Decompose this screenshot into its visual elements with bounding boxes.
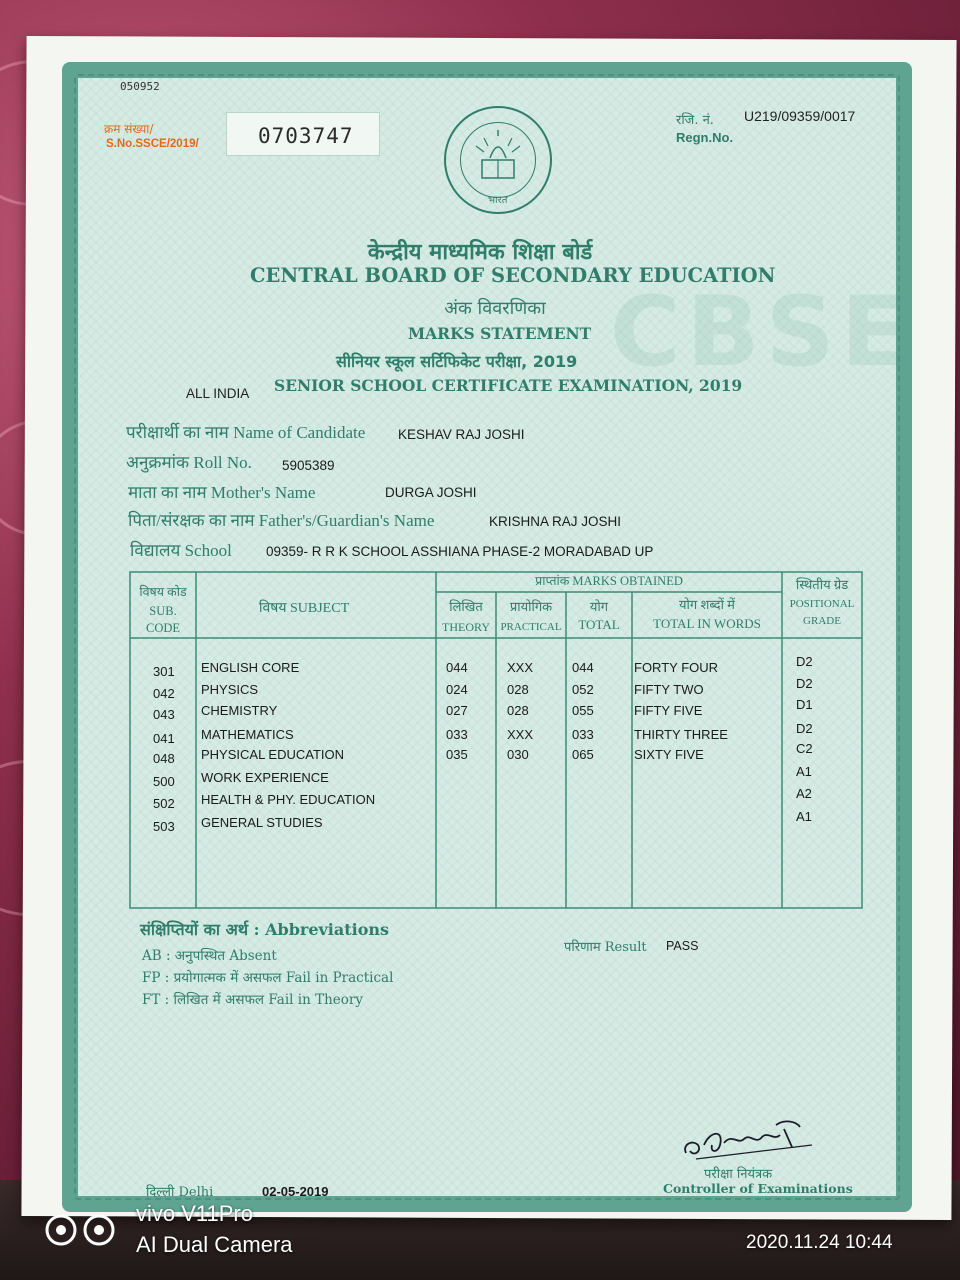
cell-name: WORK EXPERIENCE (201, 770, 329, 785)
sno-value: 0703747 (258, 124, 354, 148)
cell-grade: A2 (796, 786, 812, 801)
father-name-label: पिता/संरक्षक का नाम Father's/Guardian's Name (128, 511, 435, 530)
cell-name: GENERAL STUDIES (201, 815, 323, 830)
cell-name: CHEMISTRY (201, 703, 278, 718)
exam-hi: सीनियर स्कूल सर्टिफिकेट परीक्षा, 2019 (336, 352, 578, 371)
cell-grade: D2 (796, 654, 813, 669)
header-theory-en: THEORY (442, 620, 490, 634)
cell-practical: XXX (507, 727, 534, 742)
sno-label-en: S.No.SSCE/2019/ (106, 138, 199, 150)
cell-theory: 033 (446, 727, 468, 742)
cell-total: 055 (572, 703, 594, 718)
cell-code: 041 (153, 731, 175, 746)
board-title-hi: केन्द्रीय माध्यमिक शिक्षा बोर्ड (367, 240, 593, 265)
abbrev-fail-practical: FP : प्रयोगात्मक में असफल Fail in Practical (142, 970, 394, 986)
abbrev-title: संक्षिप्तियों का अर्थ : Abbreviations (140, 920, 390, 939)
cell-theory: 044 (446, 660, 468, 675)
header-practical-en: PRACTICAL (500, 621, 562, 633)
cell-total: 052 (572, 682, 594, 697)
father-name: KRISHNA RAJ JOSHI (489, 514, 622, 529)
camera-lens-icon (44, 1210, 124, 1250)
header-total-en: TOTAL (578, 617, 620, 632)
cell-grade: D2 (796, 721, 813, 736)
camera-brand: vivo V11Pro (136, 1201, 253, 1226)
header-grade-hi: स्थितीय ग्रेड (795, 577, 849, 592)
cbse-emblem-icon (444, 106, 552, 214)
result-value: PASS (666, 939, 699, 953)
photo-timestamp: 2020.11.24 10:44 (746, 1232, 893, 1253)
header-words-en: TOTAL IN WORDS (653, 616, 761, 631)
cell-grade: D1 (796, 697, 813, 712)
serial-top: 050952 (120, 80, 160, 93)
cell-code: 500 (153, 774, 175, 789)
header-grade-en2: GRADE (803, 615, 841, 627)
cell-name: MATHEMATICS (201, 727, 294, 742)
cell-words: FIFTY FIVE (634, 703, 703, 718)
cell-words: FORTY FOUR (634, 660, 719, 675)
place-label: दिल्ली Delhi (146, 1185, 214, 1200)
abbrev-fail-theory: FT : लिखित में असफल Fail in Theory (142, 992, 363, 1008)
abbrev-absent: AB : अनुपस्थित Absent (142, 948, 277, 964)
cell-theory: 035 (446, 747, 468, 762)
header-code-hi: विषय कोड (139, 585, 187, 599)
board-title-en: CENTRAL BOARD OF SECONDARY EDUCATION (250, 264, 776, 287)
header-grade-en1: POSITIONAL (789, 598, 855, 610)
statement-en: MARKS STATEMENT (408, 324, 592, 343)
header-theory-hi: लिखित (449, 599, 483, 614)
header-total-hi: योग (589, 599, 609, 614)
cell-name: ENGLISH CORE (201, 660, 300, 675)
cell-total: 044 (572, 660, 594, 675)
mother-name-label: माता का नाम Mother's Name (128, 483, 316, 502)
roll-number: 5905389 (282, 458, 335, 473)
cell-practical: XXX (507, 660, 534, 675)
cell-theory: 027 (446, 703, 468, 718)
cell-code: 043 (153, 707, 175, 722)
cell-total: 065 (572, 747, 594, 762)
region: ALL INDIA (186, 386, 250, 401)
school-label: विद्यालय School (130, 541, 232, 560)
cell-practical: 028 (507, 703, 529, 718)
cell-name: HEALTH & PHY. EDUCATION (201, 792, 376, 807)
regn-label-en: Regn.No. (676, 130, 734, 145)
cell-grade: A1 (796, 764, 812, 779)
cell-name: PHYSICAL EDUCATION (201, 747, 345, 762)
cell-words: SIXTY FIVE (634, 747, 704, 762)
emblem-text: भारत (488, 195, 508, 206)
header-words-hi: योग शब्दों में (679, 597, 735, 612)
cell-code: 301 (153, 664, 175, 679)
header-code-en2: CODE (145, 621, 181, 635)
controller-hi: परीक्षा नियंत्रक (704, 1167, 773, 1182)
issue-date: 02-05-2019 (262, 1184, 329, 1199)
cell-words: FIFTY TWO (634, 682, 704, 697)
cell-grade: A1 (796, 809, 812, 824)
mother-name: DURGA JOSHI (385, 485, 477, 500)
regn-label-hi: रजि. नं. (676, 113, 714, 128)
cell-code: 502 (153, 796, 175, 811)
cell-practical: 028 (507, 682, 529, 697)
header-marks-obtained: प्राप्तांक MARKS OBTAINED (535, 574, 683, 588)
exam-en: SENIOR SCHOOL CERTIFICATE EXAMINATION, 2019 (274, 376, 743, 395)
cell-theory: 024 (446, 682, 468, 697)
cell-grade: C2 (796, 741, 813, 756)
regn-value: U219/09359/0017 (744, 108, 856, 124)
school-name: 09359- R R K SCHOOL ASSHIANA PHASE-2 MORADABAD UP (266, 544, 654, 559)
cbse-watermark: CBSE (610, 276, 913, 388)
roll-label: अनुक्रमांक Roll No. (126, 453, 252, 472)
cell-code: 042 (153, 686, 175, 701)
candidate-name: KESHAV RAJ JOSHI (398, 427, 525, 442)
header-practical-hi: प्रायोगिक (509, 599, 553, 614)
camera-line: AI Dual Camera (136, 1232, 293, 1257)
statement-hi: अंक विवरणिका (444, 298, 546, 319)
result-label: परिणाम Result (564, 940, 647, 955)
candidate-name-label: परीक्षार्थी का नाम Name of Candidate (126, 423, 366, 442)
header-subject: विषय SUBJECT (258, 601, 350, 616)
sno-label-hi: क्रम संख्या/ (104, 122, 154, 136)
cell-practical: 030 (507, 747, 529, 762)
cell-code: 048 (153, 751, 175, 766)
cell-grade: D2 (796, 676, 813, 691)
controller-en: Controller of Examinations (663, 1181, 853, 1196)
cell-name: PHYSICS (201, 682, 259, 697)
header-code-en1: SUB. (149, 604, 177, 618)
cell-words: THIRTY THREE (634, 727, 728, 742)
cell-code: 503 (153, 819, 175, 834)
cell-total: 033 (572, 727, 594, 742)
